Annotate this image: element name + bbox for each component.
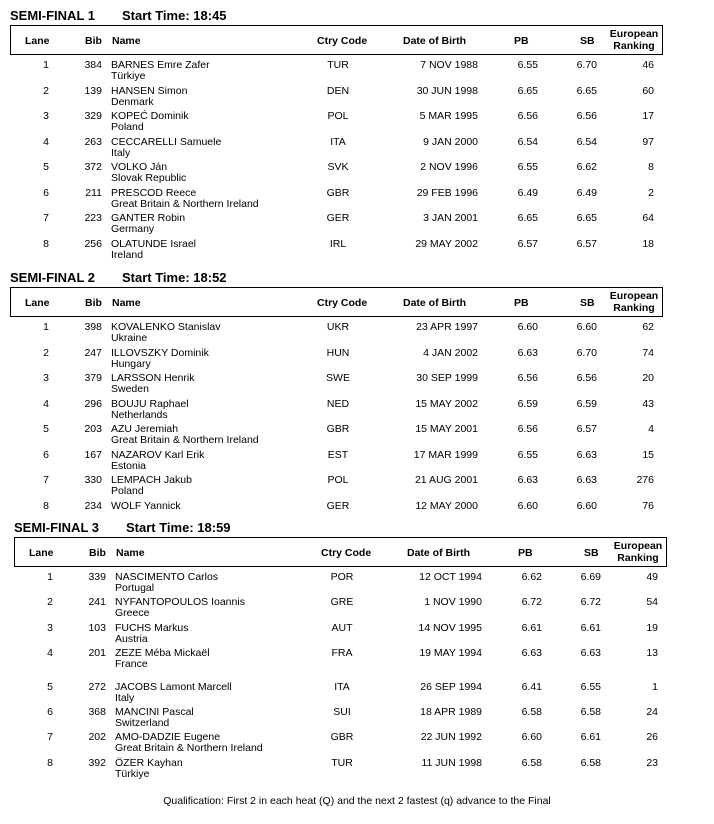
table-row <box>10 162 670 188</box>
lane-cell: 6 <box>43 449 49 461</box>
header-ranking <box>609 540 667 564</box>
bib-cell: 329 <box>84 110 102 122</box>
header-sb: SB <box>580 35 595 47</box>
table-row <box>14 623 674 649</box>
rank-cell: 19 <box>646 622 658 634</box>
lane-cell: 2 <box>47 596 53 608</box>
name-cell: FUCHS Markus <box>115 622 189 634</box>
rank-cell: 46 <box>642 59 654 71</box>
lane-cell: 3 <box>47 622 53 634</box>
pb-cell: 6.58 <box>521 757 542 769</box>
name-cell: WOLF Yannick <box>111 500 181 512</box>
header-ctry: Ctry Code <box>321 547 372 559</box>
ctry-cell: HUN <box>326 347 350 359</box>
name-cell: BARNES Emre Zafer <box>111 59 210 71</box>
ctry-cell: DEN <box>326 85 350 97</box>
sb-cell: 6.55 <box>580 681 601 693</box>
ctry-cell: GBR <box>326 423 350 435</box>
start-time: Start Time: 18:52 <box>122 270 227 285</box>
sb-cell: 6.56 <box>576 372 597 384</box>
dob-cell: 4 JAN 2002 <box>423 347 478 359</box>
table-header <box>10 287 663 317</box>
header-dob: Date of Birth <box>407 547 470 559</box>
pb-cell: 6.60 <box>517 500 538 512</box>
sb-cell: 6.70 <box>576 59 597 71</box>
dob-cell: 29 FEB 1996 <box>416 187 478 199</box>
sb-cell: 6.56 <box>576 110 597 122</box>
header-ranking-line2: Ranking <box>613 40 655 52</box>
table-row <box>14 648 674 674</box>
lane-cell: 3 <box>43 110 49 122</box>
pb-cell: 6.56 <box>517 372 538 384</box>
sb-cell: 6.63 <box>576 474 597 486</box>
ctry-cell: GBR <box>326 187 350 199</box>
pb-cell: 6.60 <box>517 321 538 333</box>
sb-cell: 6.60 <box>576 500 597 512</box>
pb-cell: 6.60 <box>521 731 542 743</box>
sb-cell: 6.58 <box>580 757 601 769</box>
country-cell: Slovak Republic <box>111 172 187 184</box>
dob-cell: 14 NOV 1995 <box>418 622 482 634</box>
rank-cell: 276 <box>636 474 654 486</box>
bib-cell: 201 <box>88 647 106 659</box>
name-cell: LARSSON Henrik <box>111 372 195 384</box>
country-cell: Switzerland <box>115 717 170 729</box>
header-bib: Bib <box>85 35 102 47</box>
header-lane: Lane <box>25 35 50 47</box>
header-pb: PB <box>514 35 529 47</box>
table-row <box>10 475 670 501</box>
sb-cell: 6.58 <box>580 706 601 718</box>
bib-cell: 139 <box>84 85 102 97</box>
header-ranking-line2: Ranking <box>617 552 659 564</box>
bib-cell: 296 <box>84 398 102 410</box>
bib-cell: 392 <box>88 757 106 769</box>
name-cell: HANSEN Simon <box>111 85 188 97</box>
pb-cell: 6.61 <box>521 622 542 634</box>
dob-cell: 2 NOV 1996 <box>420 161 478 173</box>
header-sb: SB <box>584 547 599 559</box>
dob-cell: 29 MAY 2002 <box>415 238 478 250</box>
bib-cell: 330 <box>84 474 102 486</box>
bib-cell: 103 <box>88 622 106 634</box>
country-cell: Türkiye <box>111 70 146 82</box>
dob-cell: 17 MAR 1999 <box>413 449 478 461</box>
pb-cell: 6.56 <box>517 110 538 122</box>
ctry-cell: GBR <box>330 731 354 743</box>
ctry-cell: ITA <box>330 136 346 148</box>
dob-cell: 26 SEP 1994 <box>420 681 482 693</box>
country-cell: Sweden <box>111 383 149 395</box>
sb-cell: 6.57 <box>576 238 597 250</box>
country-cell: Great Britain & Northern Ireland <box>111 434 259 446</box>
sb-cell: 6.63 <box>576 449 597 461</box>
bib-cell: 379 <box>84 372 102 384</box>
table-row <box>14 597 674 623</box>
table-row <box>10 450 670 476</box>
ctry-cell: SUI <box>333 706 351 718</box>
lane-cell: 8 <box>43 238 49 250</box>
dob-cell: 19 MAY 1994 <box>419 647 482 659</box>
lane-cell: 7 <box>43 474 49 486</box>
sb-cell: 6.61 <box>580 731 601 743</box>
sb-cell: 6.72 <box>580 596 601 608</box>
lane-cell: 4 <box>47 647 53 659</box>
ctry-cell: NED <box>326 398 350 410</box>
bib-cell: 241 <box>88 596 106 608</box>
name-cell: OLATUNDE Israel <box>111 238 196 250</box>
rank-cell: 17 <box>642 110 654 122</box>
start-time: Start Time: 18:59 <box>126 520 231 535</box>
name-cell: VOLKO Ján <box>111 161 168 173</box>
dob-cell: 15 MAY 2001 <box>415 423 478 435</box>
pb-cell: 6.57 <box>517 238 538 250</box>
header-ranking <box>605 28 663 52</box>
sb-cell: 6.59 <box>576 398 597 410</box>
country-cell: Greece <box>115 607 150 619</box>
table-row <box>10 399 670 425</box>
country-cell: Poland <box>111 485 144 497</box>
sb-cell: 6.70 <box>576 347 597 359</box>
ctry-cell: TUR <box>331 757 353 769</box>
table-row <box>10 373 670 399</box>
header-ranking-line1: European <box>609 290 659 302</box>
name-cell: ILLOVSZKY Dominik <box>111 347 209 359</box>
pb-cell: 6.63 <box>517 347 538 359</box>
country-cell: Great Britain & Northern Ireland <box>115 742 263 754</box>
country-cell: Great Britain & Northern Ireland <box>111 198 259 210</box>
header-ranking-line1: European <box>613 540 663 552</box>
name-cell: PRESCOD Reece <box>111 187 197 199</box>
dob-cell: 30 JUN 1998 <box>416 85 478 97</box>
table-row <box>10 137 670 163</box>
lane-cell: 1 <box>43 59 49 71</box>
country-cell: Netherlands <box>111 409 168 421</box>
table-row <box>10 188 670 214</box>
country-cell: Estonia <box>111 460 147 472</box>
name-cell: MANCINI Pascal <box>115 706 194 718</box>
header-sb: SB <box>580 297 595 309</box>
table-row <box>14 572 674 598</box>
lane-cell: 5 <box>43 423 49 435</box>
lane-cell: 6 <box>43 187 49 199</box>
start-time: Start Time: 18:45 <box>122 8 227 23</box>
ctry-cell: AUT <box>331 622 353 634</box>
country-cell: Denmark <box>111 96 154 108</box>
pb-cell: 6.41 <box>521 681 542 693</box>
pb-cell: 6.55 <box>517 449 538 461</box>
header-pb: PB <box>514 297 529 309</box>
sb-cell: 6.65 <box>576 85 597 97</box>
name-cell: AMO-DADZIE Eugene <box>115 731 221 743</box>
country-cell: Portugal <box>115 582 155 594</box>
rank-cell: 97 <box>642 136 654 148</box>
table-header <box>10 25 663 55</box>
pb-cell: 6.62 <box>521 571 542 583</box>
dob-cell: 12 MAY 2000 <box>415 500 478 512</box>
rank-cell: 18 <box>642 238 654 250</box>
ctry-cell: POR <box>330 571 354 583</box>
ctry-cell: SVK <box>327 161 349 173</box>
rank-cell: 15 <box>642 449 654 461</box>
country-cell: Türkiye <box>115 768 150 780</box>
header-bib: Bib <box>89 547 106 559</box>
sb-cell: 6.62 <box>576 161 597 173</box>
sb-cell: 6.49 <box>576 187 597 199</box>
table-row <box>10 60 670 86</box>
bib-cell: 167 <box>84 449 102 461</box>
bib-cell: 263 <box>84 136 102 148</box>
name-cell: AZU Jeremiah <box>111 423 179 435</box>
rank-cell: 8 <box>648 161 654 173</box>
lane-cell: 6 <box>47 706 53 718</box>
country-cell: Ireland <box>111 249 144 261</box>
country-cell: Poland <box>111 121 144 133</box>
name-cell: JACOBS Lamont Marcell <box>115 681 232 693</box>
rank-cell: 23 <box>646 757 658 769</box>
bib-cell: 339 <box>88 571 106 583</box>
country-cell: Ukraine <box>111 332 148 344</box>
table-row <box>10 322 670 348</box>
table-row <box>14 707 674 733</box>
sb-cell: 6.65 <box>576 212 597 224</box>
dob-cell: 23 APR 1997 <box>416 321 478 333</box>
ctry-cell: GER <box>326 212 350 224</box>
lane-cell: 8 <box>43 500 49 512</box>
header-ranking-line2: Ranking <box>613 302 655 314</box>
lane-cell: 4 <box>43 136 49 148</box>
rank-cell: 20 <box>642 372 654 384</box>
table-row <box>14 758 674 784</box>
bib-cell: 384 <box>84 59 102 71</box>
header-name: Name <box>116 547 145 559</box>
name-cell: KOPEĆ Dominik <box>111 110 189 122</box>
lane-cell: 7 <box>47 731 53 743</box>
bib-cell: 372 <box>84 161 102 173</box>
name-cell: LEMPACH Jakub <box>111 474 192 486</box>
sb-cell: 6.60 <box>576 321 597 333</box>
bib-cell: 398 <box>84 321 102 333</box>
dob-cell: 30 SEP 1999 <box>416 372 478 384</box>
header-name: Name <box>112 297 141 309</box>
header-ranking-line1: European <box>609 28 659 40</box>
ctry-cell: GER <box>326 500 350 512</box>
ctry-cell: IRL <box>329 238 347 250</box>
section-title: SEMI-FINAL 1 <box>10 8 95 23</box>
ctry-cell: SWE <box>326 372 350 384</box>
rank-cell: 49 <box>646 571 658 583</box>
header-dob: Date of Birth <box>403 35 466 47</box>
lane-cell: 8 <box>47 757 53 769</box>
table-row <box>10 86 670 112</box>
table-row <box>14 732 674 758</box>
header-bib: Bib <box>85 297 102 309</box>
table-row <box>10 424 670 450</box>
ctry-cell: ITA <box>334 681 350 693</box>
ctry-cell: TUR <box>327 59 349 71</box>
pb-cell: 6.63 <box>517 474 538 486</box>
lane-cell: 5 <box>47 681 53 693</box>
dob-cell: 1 NOV 1990 <box>424 596 482 608</box>
dob-cell: 3 JAN 2001 <box>423 212 478 224</box>
rank-cell: 74 <box>642 347 654 359</box>
ctry-cell: GRE <box>330 596 354 608</box>
lane-cell: 2 <box>43 85 49 97</box>
dob-cell: 12 OCT 1994 <box>419 571 482 583</box>
dob-cell: 9 JAN 2000 <box>423 136 478 148</box>
ctry-cell: POL <box>327 474 349 486</box>
dob-cell: 22 JUN 1992 <box>420 731 482 743</box>
table-row <box>10 213 670 239</box>
lane-cell: 2 <box>43 347 49 359</box>
lane-cell: 5 <box>43 161 49 173</box>
dob-cell: 11 JUN 1998 <box>421 757 482 769</box>
pb-cell: 6.55 <box>517 161 538 173</box>
header-ctry: Ctry Code <box>317 35 368 47</box>
ctry-cell: UKR <box>326 321 350 333</box>
sb-cell: 6.63 <box>580 647 601 659</box>
rank-cell: 54 <box>646 596 658 608</box>
rank-cell: 4 <box>648 423 654 435</box>
pb-cell: 6.65 <box>517 85 538 97</box>
pb-cell: 6.56 <box>517 423 538 435</box>
pb-cell: 6.49 <box>517 187 538 199</box>
rank-cell: 2 <box>648 187 654 199</box>
pb-cell: 6.55 <box>517 59 538 71</box>
dob-cell: 7 NOV 1988 <box>420 59 478 71</box>
name-cell: KOVALENKO Stanislav <box>111 321 221 333</box>
dob-cell: 21 AUG 2001 <box>414 474 478 486</box>
lane-cell: 3 <box>43 372 49 384</box>
name-cell: CECCARELLI Samuele <box>111 136 222 148</box>
country-cell: France <box>115 658 148 670</box>
pb-cell: 6.63 <box>521 647 542 659</box>
rank-cell: 1 <box>652 681 658 693</box>
name-cell: GANTER Robin <box>111 212 186 224</box>
header-name: Name <box>112 35 141 47</box>
bib-cell: 256 <box>84 238 102 250</box>
section-title: SEMI-FINAL 2 <box>10 270 95 285</box>
table-row <box>10 348 670 374</box>
lane-cell: 7 <box>43 212 49 224</box>
name-cell: NASCIMENTO Carlos <box>115 571 219 583</box>
pb-cell: 6.59 <box>517 398 538 410</box>
country-cell: Hungary <box>111 358 151 370</box>
country-cell: Austria <box>115 633 148 645</box>
ctry-cell: POL <box>327 110 349 122</box>
country-cell: Italy <box>111 147 131 159</box>
section-title: SEMI-FINAL 3 <box>14 520 99 535</box>
ctry-cell: EST <box>327 449 349 461</box>
lane-cell: 1 <box>47 571 53 583</box>
sb-cell: 6.61 <box>580 622 601 634</box>
dob-cell: 5 MAR 1995 <box>419 110 478 122</box>
header-lane: Lane <box>29 547 54 559</box>
table-row <box>10 239 670 265</box>
rank-cell: 13 <box>646 647 658 659</box>
country-cell: Germany <box>111 223 155 235</box>
bib-cell: 211 <box>85 187 102 199</box>
name-cell: NAZAROV Karl Erik <box>111 449 205 461</box>
lane-cell: 4 <box>43 398 49 410</box>
rank-cell: 43 <box>642 398 654 410</box>
pb-cell: 6.65 <box>517 212 538 224</box>
rank-cell: 64 <box>642 212 654 224</box>
rank-cell: 24 <box>646 706 658 718</box>
pb-cell: 6.58 <box>521 706 542 718</box>
country-cell: Italy <box>115 692 135 704</box>
sb-cell: 6.69 <box>580 571 601 583</box>
ctry-cell: FRA <box>331 647 353 659</box>
bib-cell: 202 <box>88 731 106 743</box>
rank-cell: 62 <box>642 321 654 333</box>
table-row <box>10 111 670 137</box>
pb-cell: 6.72 <box>521 596 542 608</box>
pb-cell: 6.54 <box>517 136 538 148</box>
name-cell: ZEZE Méba Mickaël <box>115 647 210 659</box>
rank-cell: 76 <box>642 500 654 512</box>
bib-cell: 234 <box>84 500 102 512</box>
table-header <box>14 537 667 567</box>
bib-cell: 223 <box>84 212 102 224</box>
qualification-note: Qualification: First 2 in each heat (Q) and the next 2 fastest (q) advance to the Final <box>163 795 551 807</box>
header-ranking <box>605 290 663 314</box>
header-pb: PB <box>518 547 533 559</box>
name-cell: NYFANTOPOULOS Ioannis <box>115 596 245 608</box>
table-row <box>10 501 670 527</box>
dob-cell: 18 APR 1989 <box>420 706 482 718</box>
name-cell: BOUJU Raphael <box>111 398 189 410</box>
bib-cell: 272 <box>88 681 106 693</box>
sb-cell: 6.57 <box>576 423 597 435</box>
bib-cell: 203 <box>84 423 102 435</box>
bib-cell: 247 <box>84 347 102 359</box>
rank-cell: 60 <box>642 85 654 97</box>
name-cell: ÖZER Kayhan <box>115 757 183 769</box>
rank-cell: 26 <box>646 731 658 743</box>
header-dob: Date of Birth <box>403 297 466 309</box>
lane-cell: 1 <box>43 321 49 333</box>
bib-cell: 368 <box>88 706 106 718</box>
sb-cell: 6.54 <box>576 136 597 148</box>
table-row <box>14 682 674 708</box>
header-ctry: Ctry Code <box>317 297 368 309</box>
dob-cell: 15 MAY 2002 <box>415 398 478 410</box>
header-lane: Lane <box>25 297 50 309</box>
